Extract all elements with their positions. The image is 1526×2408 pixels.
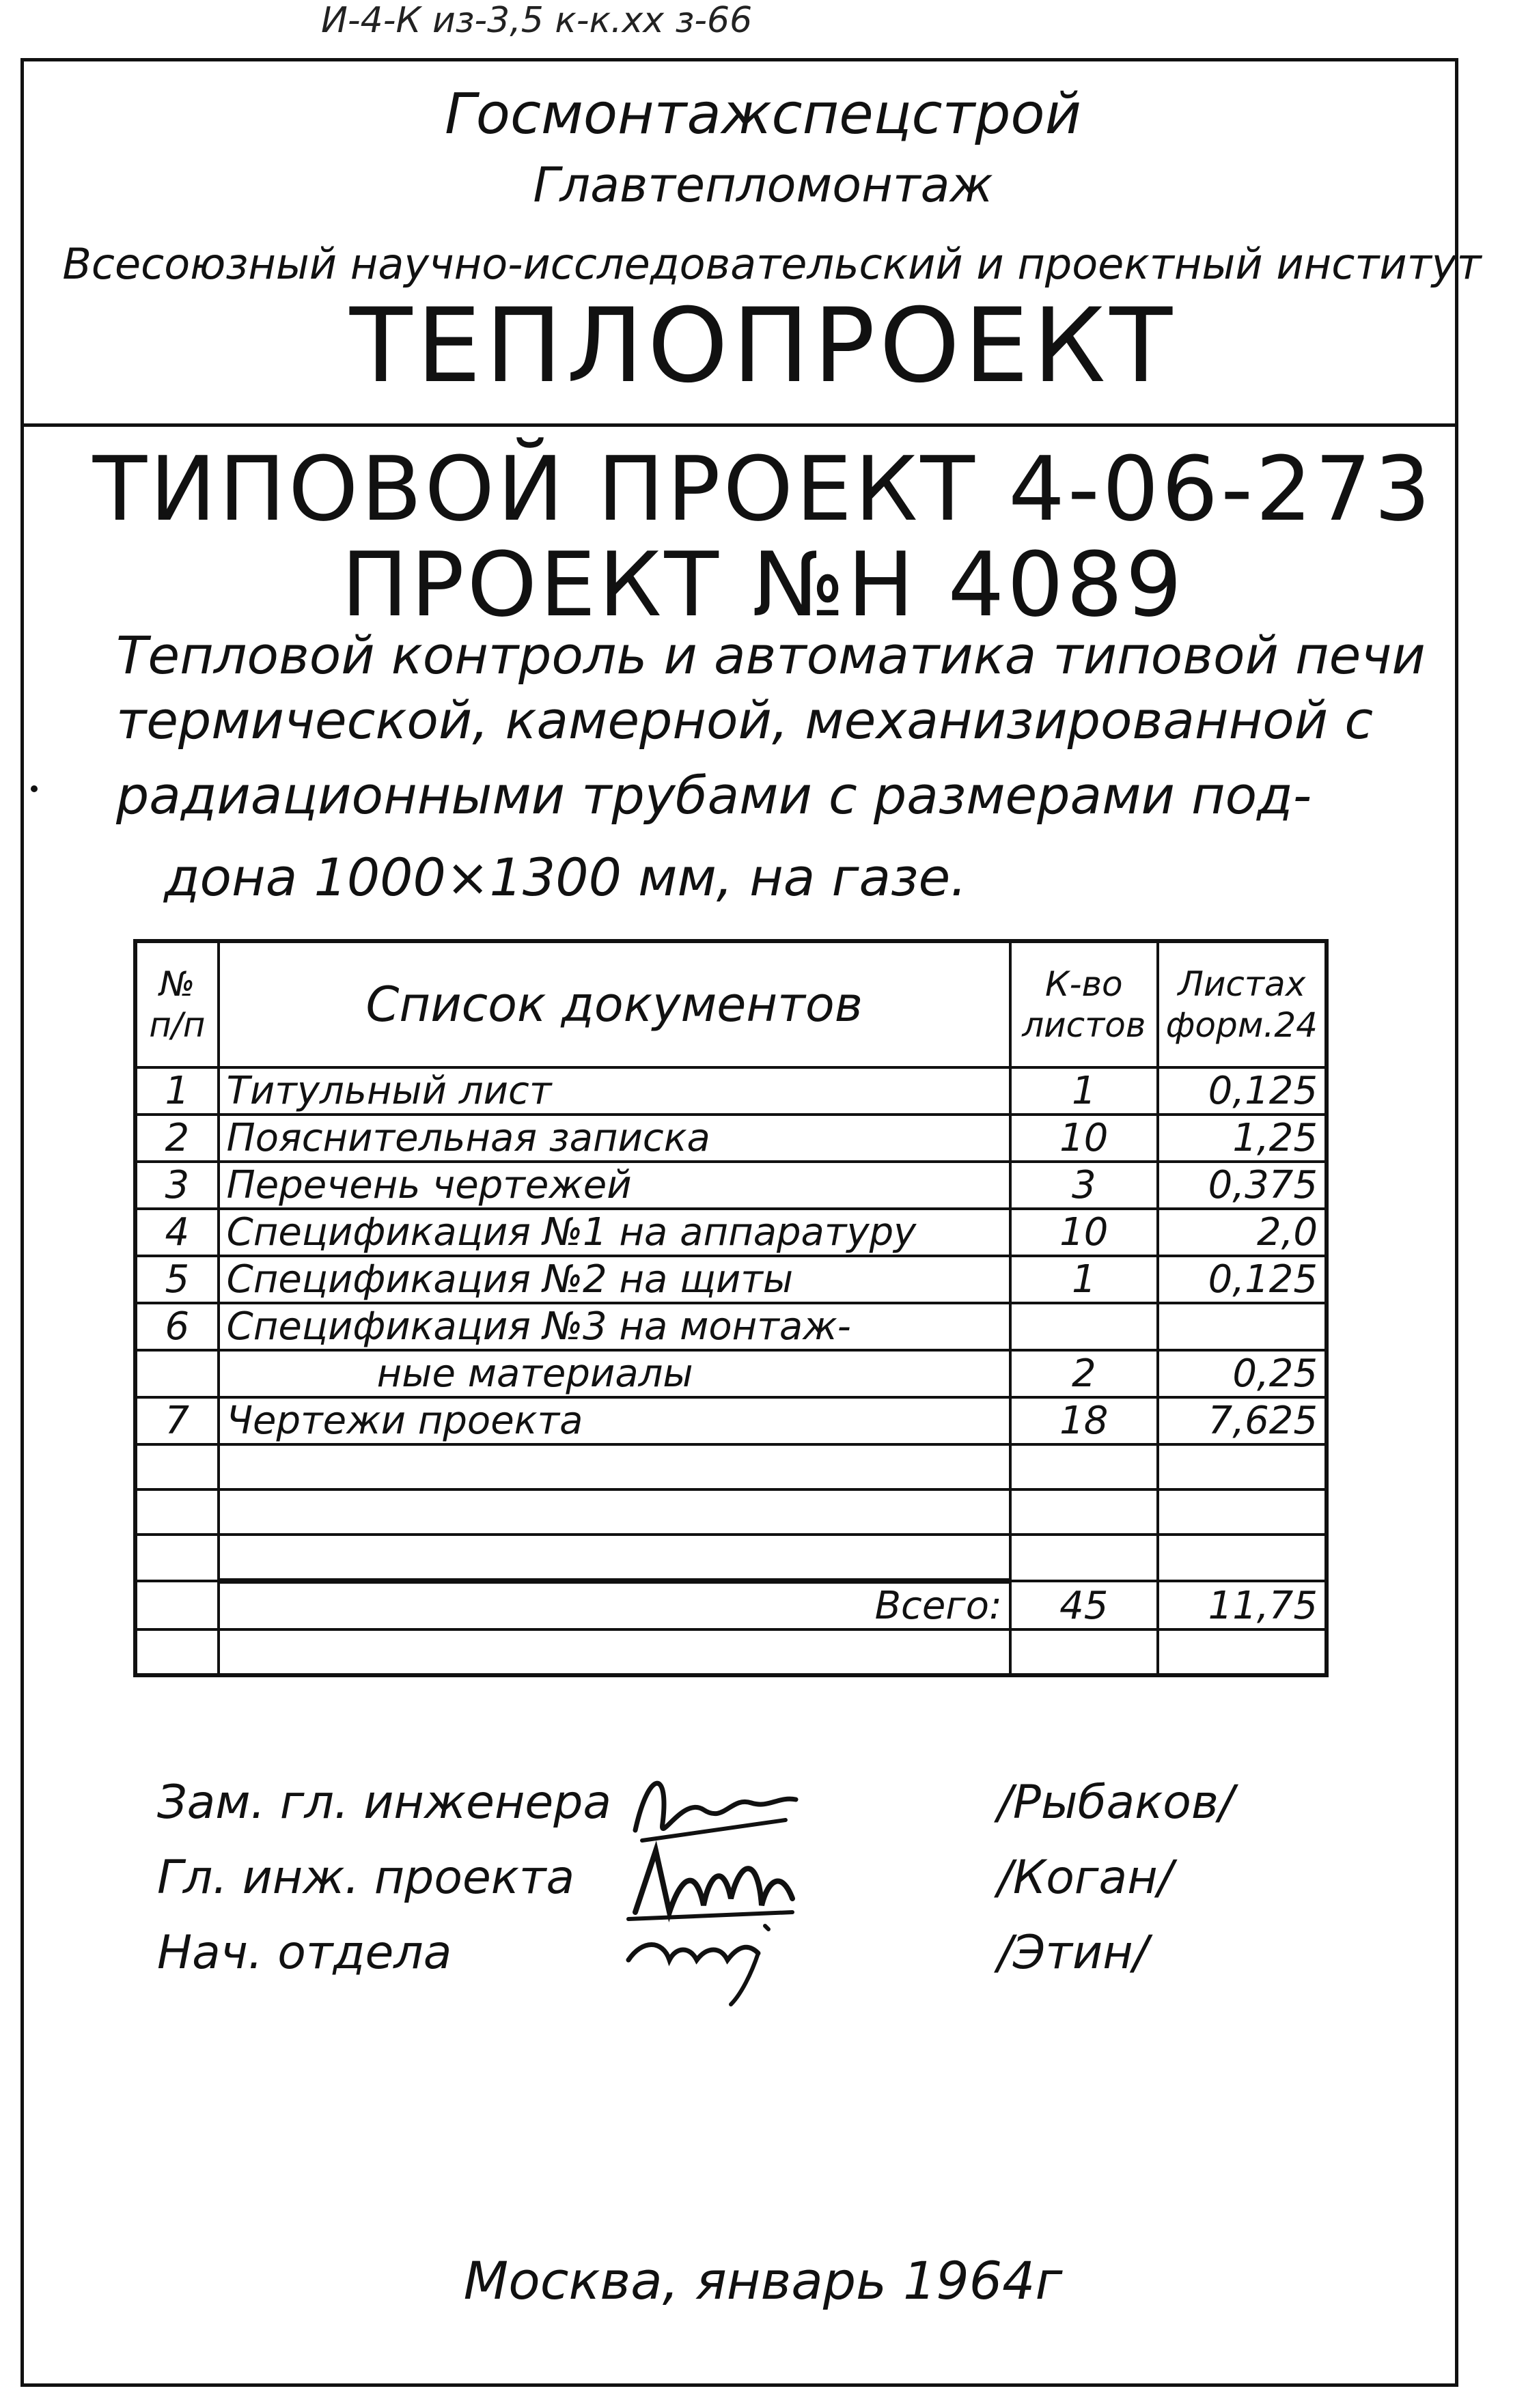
cell-document <box>219 1444 1010 1489</box>
cell-sheets <box>1010 1535 1158 1581</box>
total-label: Всего: <box>219 1581 1010 1629</box>
cell-number: 7 <box>135 1397 219 1444</box>
cell-document: Титульный лист <box>219 1067 1010 1115</box>
handwritten-signature <box>622 1905 799 2008</box>
org-line-3: Всесоюзный научно-исследовательский и проектный институт <box>62 239 1482 289</box>
cell-sheets: 10 <box>1010 1209 1158 1256</box>
cell-format <box>1158 1489 1327 1535</box>
table-row <box>135 1067 1327 1115</box>
cell-format: 0,375 <box>1158 1162 1327 1209</box>
cell-number: 4 <box>135 1209 219 1256</box>
cell-format: 0,25 <box>1158 1350 1327 1397</box>
project-number-title: ПРОЕКТ №Н 4089 <box>341 533 1185 636</box>
cell-format: 0,125 <box>1158 1067 1327 1115</box>
signer-name: /Рыбаков/ <box>997 1776 1234 1830</box>
cell-number <box>135 1629 219 1675</box>
cell-sheets <box>1010 1444 1158 1489</box>
signature-row <box>157 1926 1387 1994</box>
table-row <box>135 1115 1327 1162</box>
cell-format: 1,25 <box>1158 1115 1327 1162</box>
cell-format <box>1158 1303 1327 1350</box>
signer-position: Нач. отдела <box>157 1926 452 1980</box>
typical-project-title: ТИПОВОЙ ПРОЕКТ 4-06-273 <box>92 437 1434 541</box>
cell-sheets: 18 <box>1010 1397 1158 1444</box>
description-line: радиационными трубами с размерами под- <box>116 765 1312 826</box>
cell-number <box>135 1581 219 1629</box>
signer-name: /Коган/ <box>997 1851 1174 1905</box>
cell-sheets: 10 <box>1010 1115 1158 1162</box>
header-format-sheets: Листах форм.24 <box>1158 941 1327 1067</box>
table-row <box>135 1535 1327 1581</box>
cell-number: 6 <box>135 1303 219 1350</box>
table-total-row <box>135 1581 1327 1629</box>
table-header-row <box>135 941 1327 1067</box>
table-row <box>135 1444 1327 1489</box>
cell-number <box>135 1535 219 1581</box>
cell-document: Спецификация №2 на щиты <box>219 1256 1010 1303</box>
table-row <box>135 1489 1327 1535</box>
header-document-list: Список документов <box>219 941 1010 1067</box>
cell-document <box>219 1489 1010 1535</box>
institute-name: ТЕПЛОПРОЕКТ <box>349 287 1177 406</box>
total-sheets: 45 <box>1010 1581 1158 1629</box>
cell-number <box>135 1350 219 1397</box>
cell-format: 2,0 <box>1158 1209 1327 1256</box>
cell-format <box>1158 1444 1327 1489</box>
cell-sheets <box>1010 1629 1158 1675</box>
table-row <box>135 1303 1327 1350</box>
cell-format: 7,625 <box>1158 1397 1327 1444</box>
signer-position: Гл. инж. проекта <box>157 1851 575 1905</box>
org-line-2: Главтепломонтаж <box>533 157 993 213</box>
margin-dot <box>31 785 38 792</box>
cell-sheets: 1 <box>1010 1256 1158 1303</box>
table-row <box>135 1162 1327 1209</box>
cell-document <box>219 1535 1010 1581</box>
header-sheet-count: К-во листов <box>1010 941 1158 1067</box>
signer-name: /Этин/ <box>997 1926 1149 1980</box>
org-line-1: Госмонтажспецстрой <box>445 82 1081 147</box>
footer-place-date: Москва, январь 1964г <box>463 2250 1063 2311</box>
description-line: дона 1000×1300 мм, на газе. <box>164 847 967 908</box>
cell-document: Спецификация №1 на аппаратуру <box>219 1209 1010 1256</box>
header-divider <box>20 423 1458 427</box>
table-row <box>135 1209 1327 1256</box>
cell-number: 5 <box>135 1256 219 1303</box>
top-margin-marks: И-4-К из-3,5 к-к.хх з-66 <box>321 0 753 41</box>
cell-document: Перечень чертежей <box>219 1162 1010 1209</box>
cell-document: Спецификация №3 на монтаж- <box>219 1303 1010 1350</box>
cell-document: Пояснительная записка <box>219 1115 1010 1162</box>
cell-sheets <box>1010 1303 1158 1350</box>
signer-position: Зам. гл. инженера <box>157 1776 612 1830</box>
cell-document: ные материалы <box>219 1350 1010 1397</box>
description-line: термической, камерной, механизированной с <box>116 690 1374 751</box>
cell-document: Чертежи проекта <box>219 1397 1010 1444</box>
cell-format <box>1158 1629 1327 1675</box>
description-line: Тепловой контроль и автоматика типовой печи <box>116 625 1426 686</box>
cell-number: 2 <box>135 1115 219 1162</box>
cell-format: 0,125 <box>1158 1256 1327 1303</box>
cell-number <box>135 1444 219 1489</box>
cell-document <box>219 1629 1010 1675</box>
cell-sheets: 3 <box>1010 1162 1158 1209</box>
table-row <box>135 1629 1327 1675</box>
table-row <box>135 1256 1327 1303</box>
cell-sheets: 2 <box>1010 1350 1158 1397</box>
documents-table <box>133 939 1329 1677</box>
header-number: № п/п <box>135 941 219 1067</box>
total-format: 11,75 <box>1158 1581 1327 1629</box>
cell-sheets: 1 <box>1010 1067 1158 1115</box>
cell-sheets <box>1010 1489 1158 1535</box>
cell-format <box>1158 1535 1327 1581</box>
table-row <box>135 1397 1327 1444</box>
cell-number: 1 <box>135 1067 219 1115</box>
cell-number: 3 <box>135 1162 219 1209</box>
table-row <box>135 1350 1327 1397</box>
cell-number <box>135 1489 219 1535</box>
